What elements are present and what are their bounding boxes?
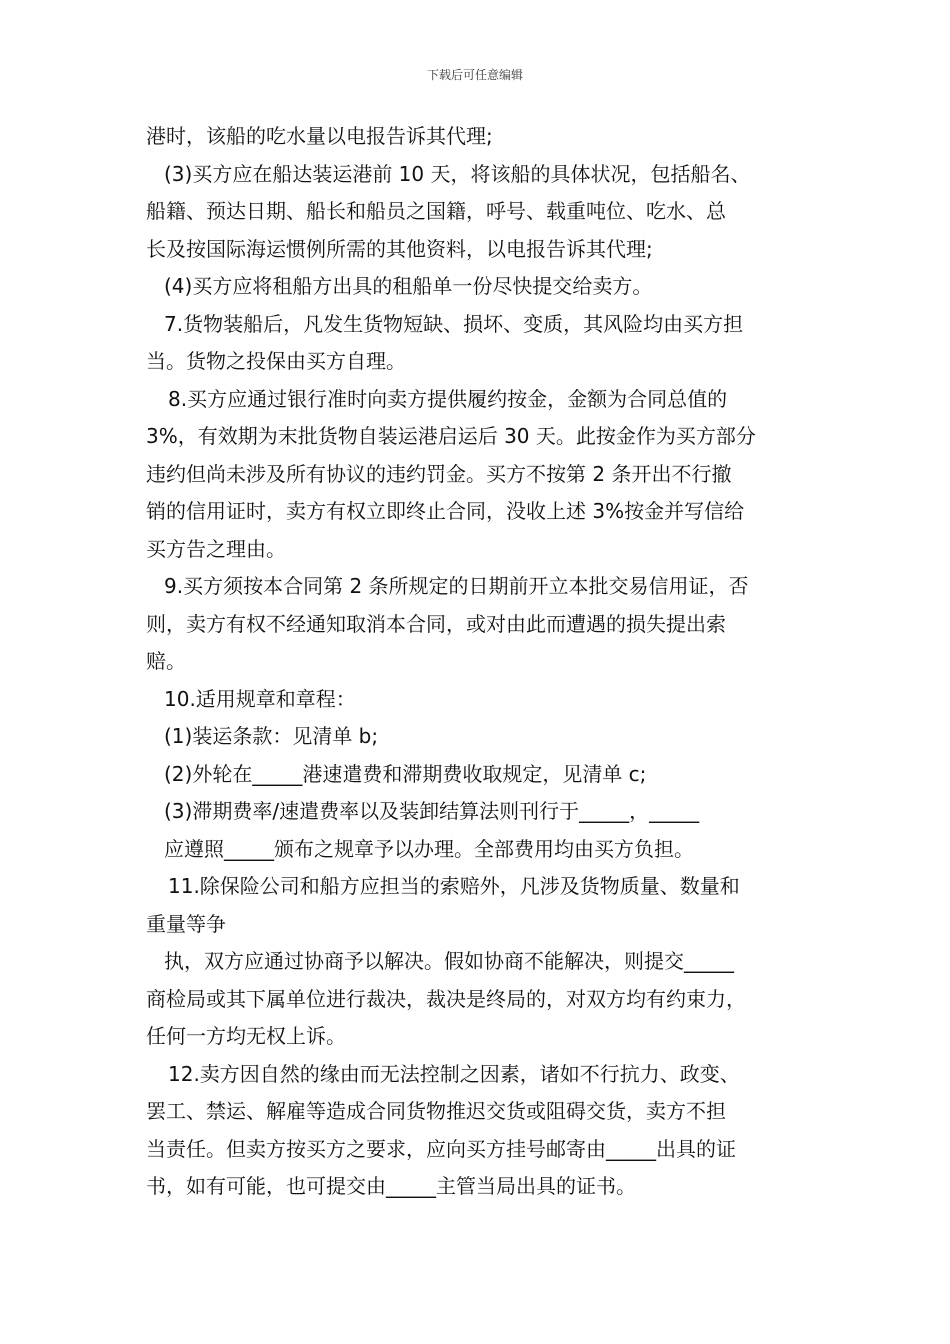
- text-line: 7.货物装船后，凡发生货物短缺、损坏、变质，其风险均由买方担: [164, 311, 744, 336]
- text-line: 船籍、预达日期、船长和船员之国籍，呼号、载重吨位、吃水、总: [146, 199, 726, 223]
- text-line: 销的信用证时，卖方有权立即终止合同，没收上述 3%按金并写信给: [146, 499, 745, 523]
- text-line: 重量等争: [146, 911, 226, 936]
- text-line: 执，双方应通过协商予以解决。假如协商不能解决，则提交_____: [164, 949, 734, 973]
- text-line: (3)买方应在船达装运港前 10 天，将该船的具体状况，包括船名、: [164, 161, 751, 186]
- text-line: 10.适用规章和章程：: [164, 686, 356, 711]
- text-line: (2)外轮在_____港速遣费和滞期费收取规定，见清单 c;: [164, 761, 647, 786]
- text-line: 12.卖方因自然的缘由而无法控制之因素，诸如不行抗力、政变、: [168, 1061, 740, 1086]
- text-line: (3)滞期费率/速遣费率以及装卸结算法则刊行于_____，_____: [164, 799, 700, 823]
- text-line: 任何一方均无权上诉。: [146, 1024, 346, 1048]
- text-line: 港时，该船的吃水量以电报告诉其代理;: [146, 124, 493, 148]
- text-line: 违约但尚未涉及所有协议的违约罚金。买方不按第 2 条开出不行撤: [146, 461, 732, 486]
- text-line: 9.买方须按本合同第 2 条所规定的日期前开立本批交易信用证，否: [164, 574, 749, 598]
- text-line: 书，如有可能，也可提交由_____主管当局出具的证书。: [146, 1174, 636, 1198]
- text-line: 罢工、禁运、解雇等造成合同货物推迟交货或阻碍交货，卖方不担: [146, 1099, 726, 1123]
- page-header: 下载后可任意编辑: [426, 68, 523, 82]
- document-body: [146, 118, 816, 1206]
- text-line: 3%，有效期为末批货物自装运港启运后 30 天。此按金作为买方部分: [146, 424, 756, 448]
- text-line: 长及按国际海运惯例所需的其他资料，以电报告诉其代理;: [146, 236, 653, 261]
- text-line: 商检局或其下属单位进行裁决，裁决是终局的，对双方均有约束力，: [146, 986, 746, 1011]
- text-line: 8.买方应通过银行准时向卖方提供履约按金，金额为合同总值的: [168, 386, 728, 411]
- text-line: 当责任。但卖方按买方之要求，应向买方挂号邮寄由_____出具的证: [146, 1136, 736, 1161]
- text-line: (1)装运条款：见清单 b;: [164, 724, 379, 748]
- text-line: 赔。: [146, 649, 186, 673]
- text-line: 当。货物之投保由买方自理。: [146, 349, 406, 373]
- text-line: 11.除保险公司和船方应担当的索赔外，凡涉及货物质量、数量和: [168, 874, 740, 898]
- text-line: 买方告之理由。: [146, 536, 286, 561]
- text-line: 应遵照_____颁布之规章予以办理。全部费用均由买方负担。: [164, 836, 694, 861]
- text-line: (4)买方应将租船方出具的租船单一份尽快提交给卖方。: [164, 274, 653, 298]
- text-line: 则，卖方有权不经通知取消本合同，或对由此而遭遇的损失提出索: [146, 611, 726, 636]
